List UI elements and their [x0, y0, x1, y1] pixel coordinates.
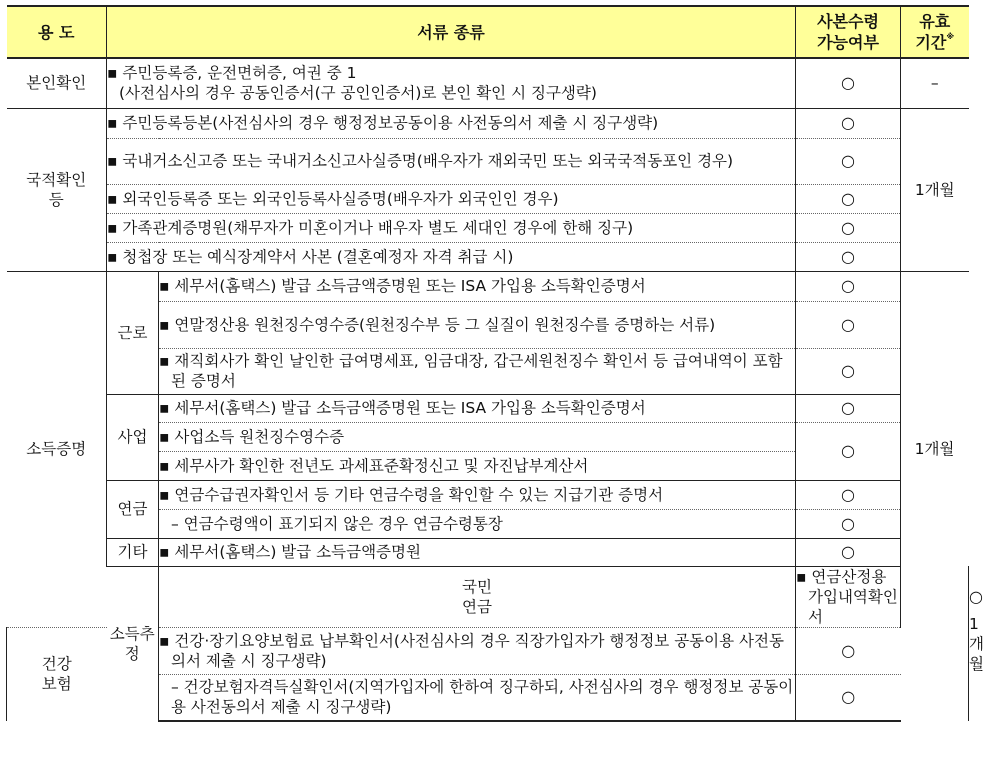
doc-nationality-3 [107, 184, 796, 213]
header-valid-line2: 기간 [915, 33, 947, 52]
table-row [7, 213, 969, 242]
header-copy-acceptable [796, 6, 901, 58]
subcategory-labor: 근로 [107, 271, 159, 394]
doc-health-1 [159, 627, 796, 674]
table-row [7, 271, 969, 301]
doc-health-2 [159, 674, 796, 721]
table-row [7, 242, 969, 271]
doc-text: – 연금수령액이 표기되지 않은 경우 연금수령통장 [171, 514, 503, 533]
copy-labor-2: ○ [796, 301, 901, 348]
doc-text: ▪ 세무서(홈택스) 발급 소득금액증명원 또는 ISA 가입용 소득확인증명서 [159, 399, 646, 417]
copy-health-2: ○ [796, 674, 901, 721]
doc-nationality-1 [107, 108, 796, 138]
doc-text: ▪ 세무서(홈택스) 발급 소득금액증명원 [159, 543, 421, 561]
doc-nationality-4 [107, 213, 796, 242]
category-nationality [7, 108, 107, 271]
copy-labor-3: ○ [796, 348, 901, 394]
valid-income-proof: 1개월 [901, 271, 969, 627]
copy-other-1: ○ [796, 538, 901, 566]
doc-text: ▪ 청첩장 또는 예식장계약서 사본 (결혼예정자 자격 취급 시) [107, 247, 514, 266]
category-income-proof: 소득증명 [7, 271, 107, 627]
category-identity: 본인확인 [26, 74, 87, 93]
category-income-estimate: 소득추정 [107, 566, 159, 721]
valid-identity: – [901, 58, 969, 108]
doc-pension-1 [159, 480, 796, 509]
doc-business-1 [159, 394, 796, 422]
doc-text: ▪ 연말정산용 원천징수영수증(원천징수부 등 그 실질이 원천징수를 증명하는 서류) [159, 315, 716, 334]
header-valid-mark: ※ [946, 32, 955, 41]
document-requirements-table [6, 5, 984, 722]
copy-nationality-1: ○ [796, 108, 901, 138]
doc-text: ▪ 연금수급권자확인서 등 기타 연금수령을 확인할 수 있는 지급기관 증명서 [159, 485, 664, 504]
doc-nationality-5 [107, 242, 796, 271]
doc-text: ▪ 외국인등록증 또는 외국인등록사실증명(배우자가 외국인인 경우) [107, 189, 559, 208]
subcategory-national-pension [159, 566, 796, 627]
doc-identity-line1: ▪ 주민등록증, 운전면허증, 여권 중 1 [107, 64, 357, 83]
subcategory-health-insurance [7, 627, 107, 721]
doc-text: ▪ 재직회사가 확인 날인한 급여명세표, 임금대장, 갑근세원천징수 확인서 등 급여내역이 포함된 증명서 [159, 352, 783, 390]
header-valid-line1: 유효 [919, 12, 951, 31]
doc-text: ▪ 세무서(홈택스) 발급 소득금액증명원 또는 ISA 가입용 소득확인증명서 [159, 277, 646, 295]
subcategory-business: 사업 [107, 394, 159, 480]
doc-labor-2 [159, 301, 796, 348]
table-row [7, 108, 969, 138]
header-validity [901, 6, 969, 58]
doc-text: ▪ 주민등록등본(사전심사의 경우 행정정보공동이용 사전동의서 제출 시 징구생략) [107, 114, 659, 132]
table-row [7, 394, 969, 422]
copy-health-1: ○ [796, 627, 901, 674]
copy-nationality-2: ○ [796, 138, 901, 184]
table-row [7, 138, 969, 184]
doc-labor-1 [159, 271, 796, 301]
doc-identity-line2: (사전심사의 경우 공동인증서(구 공인인증서)로 본인 확인 시 징구생략) [119, 84, 597, 103]
copy-pension-2: ○ [796, 509, 901, 538]
doc-labor-3 [159, 348, 796, 394]
doc-text: ▪ 세무사가 확인한 전년도 과세표준확정신고 및 자진납부계산서 [159, 456, 589, 475]
copy-pension-1: ○ [796, 480, 901, 509]
category-nationality-line2: 등 [48, 190, 64, 209]
doc-text: – 건강보험자격득실확인서(지역가입자에 한하여 징구하되, 사전심사의 경우 행정정보 공동이용 사전동의서 제출 시 징구생략) [171, 678, 794, 717]
subcategory-national-line1: 국민 [462, 577, 492, 596]
copy-nationality-3: ○ [796, 184, 901, 213]
doc-identity [107, 58, 796, 108]
table-row [7, 184, 969, 213]
subcategory-health-line1: 건강 [41, 655, 72, 674]
doc-other-1 [159, 538, 796, 566]
header-document-type: 서류 종류 [107, 6, 796, 58]
doc-business-3 [159, 451, 796, 480]
doc-business-2 [159, 422, 796, 451]
header-purpose: 용 도 [7, 6, 107, 58]
table-row [7, 58, 969, 108]
table-row: 소득추정 국민 연금 ▪ 연금산정용 가입내역확인서 ○ 1개월 [7, 566, 969, 627]
subcategory-national-line2: 연금 [462, 597, 492, 616]
copy-business-1: ○ [796, 394, 901, 422]
doc-text: ▪ 국내거소신고증 또는 국내거소신고사실증명(배우자가 재외국민 또는 외국국적동포인 경우) [107, 152, 734, 170]
table-row [7, 538, 969, 566]
header-copy-line2: 가능여부 [817, 33, 879, 52]
subcategory-other: 기타 [107, 538, 159, 566]
copy-identity: ○ [796, 58, 901, 108]
copy-nationality-4: ○ [796, 213, 901, 242]
copy-labor-1: ○ [796, 271, 901, 301]
doc-text: ▪ 사업소득 원천징수영수증 [159, 427, 345, 446]
header-copy-line1: 사본수령 [817, 12, 879, 31]
doc-national-pension-1 [796, 566, 901, 627]
category-nationality-line1: 국적확인 [26, 170, 87, 189]
table-header-row [7, 6, 969, 58]
valid-nationality: 1개월 [901, 108, 969, 271]
subcategory-pension: 연금 [107, 480, 159, 538]
doc-nationality-2 [107, 138, 796, 184]
doc-pension-2 [159, 509, 796, 538]
doc-text: ▪ 연금산정용 가입내역확인서 [796, 567, 898, 626]
doc-text: ▪ 가족관계증명원(채무자가 미혼이거나 배우자 별도 세대인 경우에 한해 징구) [107, 218, 634, 237]
copy-business-2: ○ [796, 422, 901, 480]
doc-text: ▪ 건강·장기요양보험료 납부확인서(사전심사의 경우 직장가입자가 행정정보 공동이용 사전동의서 제출 시 징구생략) [159, 631, 784, 670]
table-row [7, 480, 969, 509]
copy-nationality-5: ○ [796, 242, 901, 271]
subcategory-health-line2: 보험 [41, 675, 72, 694]
